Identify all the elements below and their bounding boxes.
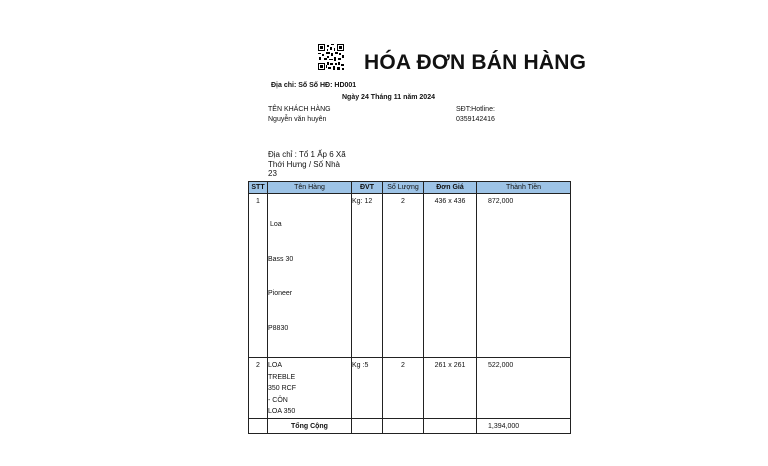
product-name-line: Loa xyxy=(268,221,282,228)
column-header-stt: STT xyxy=(249,182,268,194)
row-unit: Kg :5 xyxy=(352,358,383,419)
table-row xyxy=(249,358,571,419)
row-price: 436 x 436 xyxy=(424,194,477,358)
customer-address-line: 23 xyxy=(268,169,277,178)
column-header-quantity: Số Lượng xyxy=(383,182,424,194)
row-unit: Kg: 12 xyxy=(352,194,383,358)
product-name-line: LOA xyxy=(268,362,283,369)
customer-address-line: Địa chỉ : Tổ 1 Ấp 6 Xã xyxy=(268,150,346,159)
row-amount: 872,000 xyxy=(477,194,571,358)
product-name-line: Bass 30 xyxy=(268,255,294,263)
customer-phone-value: 0359142416 xyxy=(456,116,495,123)
total-label: Tổng Cộng xyxy=(268,418,352,433)
row-price: 261 x 261 xyxy=(424,358,477,419)
page-title: HÓA ĐƠN BÁN HÀNG xyxy=(364,51,587,74)
total-empty-cell xyxy=(383,418,424,433)
customer-name-value: Nguyễn văn huyên xyxy=(268,116,327,123)
total-row xyxy=(249,418,571,433)
row-stt: 1 xyxy=(249,194,268,358)
invoice-date: Ngày 24 Tháng 11 năm 2024 xyxy=(342,94,435,101)
table-header-row xyxy=(249,182,571,194)
row-product-name xyxy=(268,194,352,358)
customer-address xyxy=(268,150,358,179)
total-empty-cell xyxy=(424,418,477,433)
total-empty-cell xyxy=(352,418,383,433)
customer-phone-label: SĐT:Hotline: xyxy=(456,106,495,113)
product-name-line: 350 RCF xyxy=(268,385,297,392)
product-name-line: LOA 350 xyxy=(268,408,296,415)
row-quantity: 2 xyxy=(383,194,424,358)
table-row xyxy=(249,194,571,358)
column-header-price: Đơn Giá xyxy=(424,182,477,194)
column-header-amount: Thành Tiền xyxy=(477,182,571,194)
row-quantity: 2 xyxy=(383,358,424,419)
row-stt: 2 xyxy=(249,358,268,419)
qr-code xyxy=(318,44,344,70)
total-empty-cell xyxy=(249,418,268,433)
row-product-name xyxy=(268,358,352,419)
total-amount: 1,394,000 xyxy=(477,418,571,433)
product-name-line: P8830 xyxy=(268,324,289,332)
product-name-line: Pioneer xyxy=(268,290,293,297)
row-amount: 522,000 xyxy=(477,358,571,419)
product-name-line: - CÔN xyxy=(268,396,288,404)
customer-name-label: TÊN KHÁCH HÀNG xyxy=(268,106,331,113)
customer-address-line: Thới Hưng / Số Nhà xyxy=(268,159,340,169)
qr-code-icon xyxy=(318,44,344,70)
product-name-line: TREBLE xyxy=(268,373,296,381)
invoice-table xyxy=(248,181,571,434)
column-header-unit: ĐVT xyxy=(352,182,383,194)
invoice-number-line: Địa chỉ: Số Số HĐ: HD001 xyxy=(271,82,357,89)
column-header-name: Tên Hàng xyxy=(268,182,352,194)
